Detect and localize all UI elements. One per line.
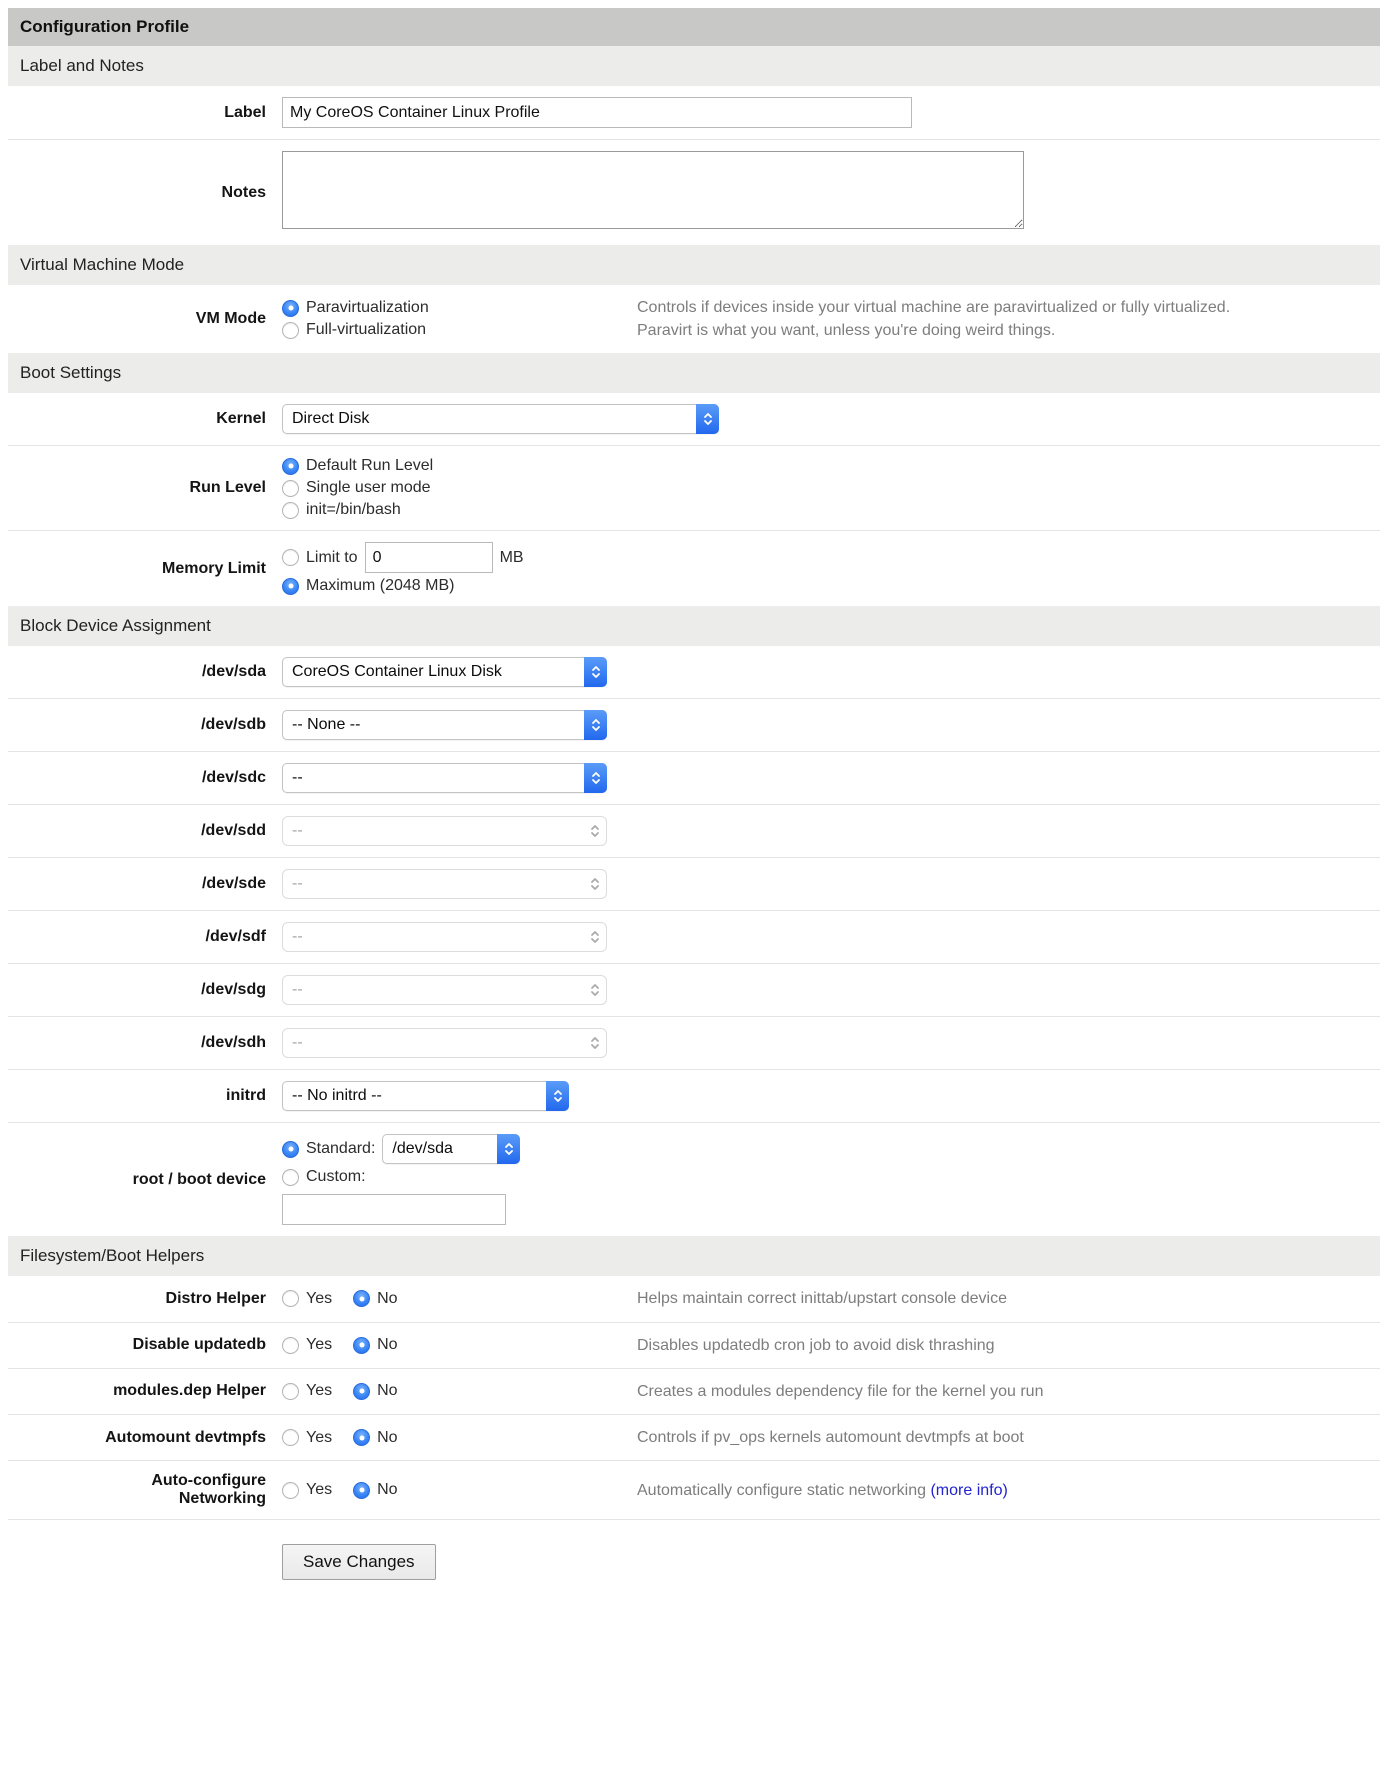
root-device-custom-input[interactable] (282, 1194, 506, 1225)
label-row (8, 86, 1380, 140)
vm-mode-label: VM Mode (195, 310, 266, 328)
run-level-init-bash-label[interactable]: init=/bin/bash (306, 501, 401, 519)
no-label[interactable]: No (377, 1382, 398, 1400)
root-device-custom-radio[interactable] (282, 1169, 299, 1186)
vm-mode-full-virtualization-label[interactable]: Full-virtualization (306, 321, 427, 339)
dev-sda-select[interactable]: CoreOS Container Linux Disk (282, 657, 607, 687)
label-input[interactable] (282, 97, 912, 128)
no-label[interactable]: No (377, 1481, 398, 1499)
memory-limit-to-label[interactable]: Limit to (306, 548, 358, 566)
dev-sdc-label: /dev/sdc (201, 769, 266, 787)
yes-label[interactable]: Yes (306, 1428, 333, 1446)
auto-configure-networking-no-radio[interactable] (353, 1482, 370, 1499)
vm-mode-paravirtualization-label[interactable]: Paravirtualization (306, 299, 429, 317)
block-device-row-sdc (8, 752, 1380, 805)
vm-mode-full-virtualization-radio[interactable] (282, 322, 299, 339)
dev-sda-label: /dev/sda (201, 663, 266, 681)
section-header-label-and-notes: Label and Notes (8, 46, 1380, 86)
memory-limit-input[interactable] (365, 542, 493, 573)
dev-sdg-select: -- (282, 975, 607, 1005)
root-device-standard-radio[interactable] (282, 1141, 299, 1158)
select-stepper-icon (546, 1081, 569, 1111)
auto-configure-networking-yes-radio[interactable] (282, 1482, 299, 1499)
run-level-init-bash-radio[interactable] (282, 502, 299, 519)
modules-dep-no-radio[interactable] (353, 1383, 370, 1400)
vm-mode-row (8, 285, 1380, 353)
dev-sde-label: /dev/sde (201, 875, 266, 893)
automount-devtmpfs-no-radio[interactable] (353, 1429, 370, 1446)
memory-limit-row (8, 531, 1380, 606)
memory-limit-maximum-label[interactable]: Maximum (2048 MB) (306, 577, 455, 595)
select-stepper-icon (583, 976, 606, 1004)
notes-field-label: Notes (221, 183, 266, 201)
memory-limit-maximum-radio[interactable] (282, 578, 299, 595)
vm-mode-paravirtualization-radio[interactable] (282, 300, 299, 317)
notes-textarea[interactable] (282, 151, 1024, 229)
yes-label[interactable]: Yes (306, 1382, 333, 1400)
root-device-standard-label[interactable]: Standard: (306, 1140, 376, 1158)
block-device-row-sdd (8, 805, 1380, 858)
select-stepper-icon (584, 657, 607, 687)
automount-devtmpfs-help-text: Controls if pv_ops kernels automount devtmpfs at boot (637, 1428, 1024, 1446)
yes-label[interactable]: Yes (306, 1289, 333, 1307)
page-title: Configuration Profile (8, 8, 1380, 46)
memory-limit-label: Memory Limit (161, 559, 266, 577)
auto-configure-networking-label: Auto-configure Networking (151, 1472, 266, 1508)
block-device-row-sda (8, 646, 1380, 699)
select-stepper-icon (583, 870, 606, 898)
dev-sdf-label: /dev/sdf (205, 928, 266, 946)
select-stepper-icon (497, 1134, 520, 1164)
select-stepper-icon (696, 404, 719, 434)
dev-sdh-label: /dev/sdh (201, 1034, 266, 1052)
no-label[interactable]: No (377, 1289, 398, 1307)
dev-sdg-label: /dev/sdg (201, 981, 266, 999)
run-level-row (8, 446, 1380, 531)
dev-sdd-select: -- (282, 816, 607, 846)
select-stepper-icon (584, 710, 607, 740)
automount-devtmpfs-yes-radio[interactable] (282, 1429, 299, 1446)
run-level-default-label[interactable]: Default Run Level (306, 457, 434, 475)
automount-devtmpfs-label: Automount devtmpfs (105, 1428, 266, 1446)
no-label[interactable]: No (377, 1428, 398, 1446)
dev-sdc-select[interactable]: -- (282, 763, 607, 793)
run-level-label: Run Level (189, 479, 266, 497)
root-boot-device-label: root / boot device (132, 1170, 266, 1188)
kernel-label: Kernel (216, 410, 266, 428)
block-device-row-sdh (8, 1017, 1380, 1070)
initrd-row (8, 1070, 1380, 1123)
dev-sdb-label: /dev/sdb (201, 716, 266, 734)
block-device-row-sdf (8, 911, 1380, 964)
yes-label[interactable]: Yes (306, 1336, 333, 1354)
disable-updatedb-no-radio[interactable] (353, 1337, 370, 1354)
initrd-label: initrd (226, 1087, 266, 1105)
initrd-select[interactable]: -- No initrd -- (282, 1081, 569, 1111)
block-device-row-sde (8, 858, 1380, 911)
disable-updatedb-yes-radio[interactable] (282, 1337, 299, 1354)
notes-row (8, 140, 1380, 245)
block-device-row-sdb (8, 699, 1380, 752)
select-stepper-icon (583, 1029, 606, 1057)
section-header-boot-settings: Boot Settings (8, 353, 1380, 393)
disable-updatedb-row (8, 1323, 1380, 1369)
save-row (8, 1520, 1380, 1590)
select-stepper-icon (583, 817, 606, 845)
block-device-row-sdg (8, 964, 1380, 1017)
disable-updatedb-label: Disable updatedb (132, 1336, 266, 1354)
section-header-virtual-machine-mode: Virtual Machine Mode (8, 245, 1380, 285)
dev-sdh-select: -- (282, 1028, 607, 1058)
kernel-select[interactable]: Direct Disk (282, 404, 719, 434)
distro-helper-no-radio[interactable] (353, 1290, 370, 1307)
select-stepper-icon (584, 763, 607, 793)
dev-sde-select: -- (282, 869, 607, 899)
modules-dep-help-text: Creates a modules dependency file for the kernel you run (637, 1382, 1044, 1400)
run-level-single-user-label[interactable]: Single user mode (306, 479, 431, 497)
select-stepper-icon (583, 923, 606, 951)
dev-sdf-select: -- (282, 922, 607, 952)
distro-helper-yes-radio[interactable] (282, 1290, 299, 1307)
distro-helper-help-text: Helps maintain correct inittab/upstart console device (637, 1290, 1007, 1308)
run-level-single-user-radio[interactable] (282, 480, 299, 497)
more-info-link[interactable]: (more info) (930, 1481, 1008, 1499)
memory-limit-unit-label: MB (499, 548, 524, 566)
save-changes-button[interactable]: Save Changes (282, 1544, 436, 1580)
distro-helper-label: Distro Helper (165, 1289, 266, 1307)
automount-devtmpfs-row (8, 1415, 1380, 1461)
yes-label[interactable]: Yes (306, 1481, 333, 1499)
memory-limit-to-radio[interactable] (282, 549, 299, 566)
root-device-standard-select[interactable]: /dev/sda (382, 1134, 520, 1164)
section-header-block-device-assignment: Block Device Assignment (8, 606, 1380, 646)
modules-dep-helper-label: modules.dep Helper (113, 1382, 266, 1400)
root-boot-device-row (8, 1123, 1380, 1236)
vm-mode-help-text: Controls if devices inside your virtual machine are paravirtualized or fully virtualized. Paravirt is what you want, unless you're doing weird things. (637, 299, 1231, 340)
kernel-row (8, 393, 1380, 446)
modules-dep-helper-row (8, 1369, 1380, 1415)
disable-updatedb-help-text: Disables updatedb cron job to avoid disk thrashing (637, 1336, 995, 1354)
no-label[interactable]: No (377, 1336, 398, 1354)
dev-sdb-select[interactable]: -- None -- (282, 710, 607, 740)
section-header-filesystem-boot-helpers: Filesystem/Boot Helpers (8, 1236, 1380, 1276)
label-field-label: Label (224, 103, 266, 121)
run-level-default-radio[interactable] (282, 458, 299, 475)
distro-helper-row (8, 1276, 1380, 1322)
auto-configure-networking-row (8, 1461, 1380, 1520)
root-device-custom-label[interactable]: Custom: (306, 1168, 366, 1186)
modules-dep-yes-radio[interactable] (282, 1383, 299, 1400)
dev-sdd-label: /dev/sdd (201, 822, 266, 840)
auto-configure-networking-help-text: Automatically configure static networking (more info) (637, 1481, 1008, 1499)
